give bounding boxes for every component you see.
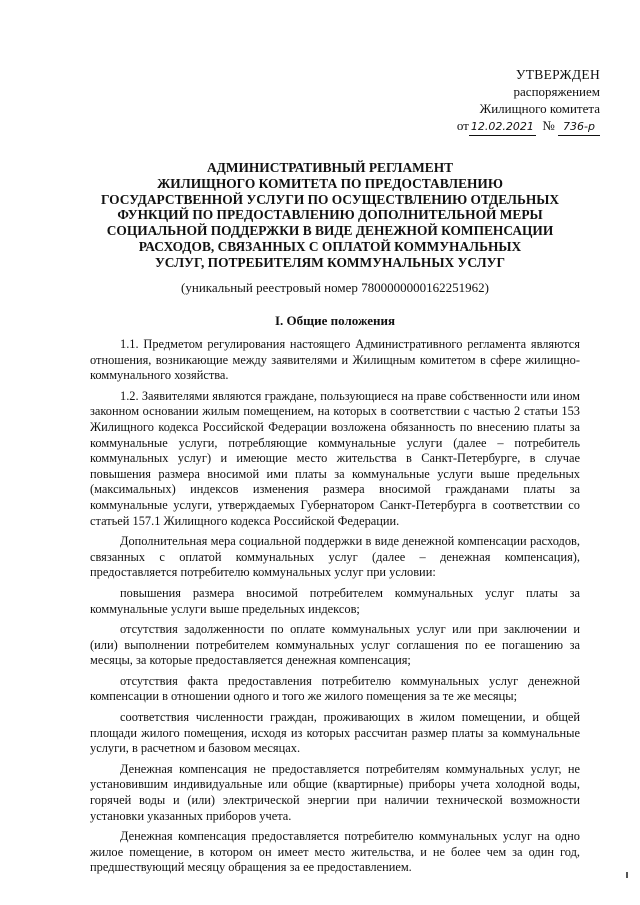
approval-date-handwritten: 12.02.2021	[469, 118, 536, 136]
paragraph: Денежная компенсация не предоставляется потребителям коммунальных услуг, не установившим индивидуальные или общие (квартирные) приборы учета холодной воды, горячей воды и (или) электрической энергии при наличии технической возможности установки указанных приборов учета.	[90, 761, 580, 823]
approval-order-line	[400, 117, 600, 136]
paragraph: Денежная компенсация предоставляется потребителю коммунальных услуг на одно жилое помещение, в котором он имеет место жительства, и не более чем за один год, предшествующий месяцу обращения за ее предоставлением.	[90, 829, 580, 875]
title-line: РАСХОДОВ, СВЯЗАННЫХ С ОПЛАТОЙ КОММУНАЛЬНЫХ	[138, 238, 522, 254]
section-title: I. Общие положения	[275, 313, 395, 328]
title-line: УСЛУГ, ПОТРЕБИТЕЛЯМ КОММУНАЛЬНЫХ УСЛУГ	[154, 254, 506, 270]
document-title	[100, 160, 560, 271]
approval-line-1: распоряжением	[513, 84, 600, 99]
paragraph: отсутствия факта предоставления потребителю коммунальных услуг денежной компенсации в отношении одного и того же жилого помещения за те же месяцы;	[90, 673, 580, 704]
approval-heading: УТВЕРЖДЕН	[515, 67, 600, 82]
title-line: ЖИЛИЩНОГО КОМИТЕТА ПО ПРЕДОСТАВЛЕНИЮ	[157, 175, 503, 191]
approval-date-prefix: от	[456, 118, 469, 133]
approval-line-2: Жилищного комитета	[479, 101, 600, 116]
title-line: ГОСУДАРСТВЕННОЙ УСЛУГИ ПО ОСУЩЕСТВЛЕНИЮ ОТДЕЛЬНЫХ	[100, 191, 560, 207]
document-body	[90, 337, 580, 881]
paragraph: повышения размера вносимой потребителем коммунальных услуг платы за коммунальные услуги выше предельных индексов;	[90, 585, 580, 616]
paragraph: 1.1. Предметом регулирования настоящего Административного регламента являются отношения, возникающие между заявителями и Жилищным комитетом в сфере жилищно-коммунального хозяйства.	[90, 337, 580, 383]
paragraph: 1.2. Заявителями являются граждане, пользующиеся на праве собственности или ином законном основании жилым помещением, на которых в соответствии с частью 2 статьи 153 Жилищного кодекса Российской Федерации возложена обязанность по внесению платы за коммунальные услуги, потребляющие коммунальные услуги (далее – потребитель коммунальных услуг) и имеющие место жительства в Санкт-Петербурге, в случае повышения размера вносимой ими платы за коммунальные услуги выше предельных (максимальных) индексов изменения размера вносимой гражданами платы за коммунальные услуги, утверждаемых Губернатором Санкт-Петербурга в соответствии со статьей 157.1 Жилищного кодекса Российской Федерации.	[90, 388, 580, 528]
title-line: СОЦИАЛЬНОЙ ПОДДЕРЖКИ В ВИДЕ ДЕНЕЖНОЙ КОМПЕНСАЦИИ	[106, 223, 554, 239]
page-edge-mark	[626, 872, 628, 878]
paragraph: соответствия численности граждан, проживающих в жилом помещении, и общей площади жилого помещения, исходя из которых рассчитан размер платы за коммунальные услуги, в расчетном и базовом месяцах.	[90, 710, 580, 756]
approval-stamp	[400, 66, 600, 136]
paragraph: отсутствия задолженности по оплате коммунальных услуг или при заключении и (или) выполнении потребителем коммунальных услуг соглашения по ее погашению за месяцы, за которые предоставляется денежная компенсация;	[90, 622, 580, 668]
paragraph: Дополнительная мера социальной поддержки в виде денежной компенсации расходов, связанных с оплатой коммунальных услуг (далее – денежная компенсация), предоставляется потребителю коммунальных услуг при условии:	[90, 534, 580, 580]
title-line: ФУНКЦИЙ ПО ПРЕДОСТАВЛЕНИЮ ДОПОЛНИТЕЛЬНОЙ МЕРЫ	[117, 207, 543, 223]
title-line: АДМИНИСТРАТИВНЫЙ РЕГЛАМЕНТ	[206, 160, 454, 175]
registry-number: (уникальный реестровый номер 7800000000162251962)	[181, 280, 489, 295]
approval-number-prefix: №	[542, 118, 555, 133]
approval-number-handwritten: 736-р	[558, 118, 600, 136]
